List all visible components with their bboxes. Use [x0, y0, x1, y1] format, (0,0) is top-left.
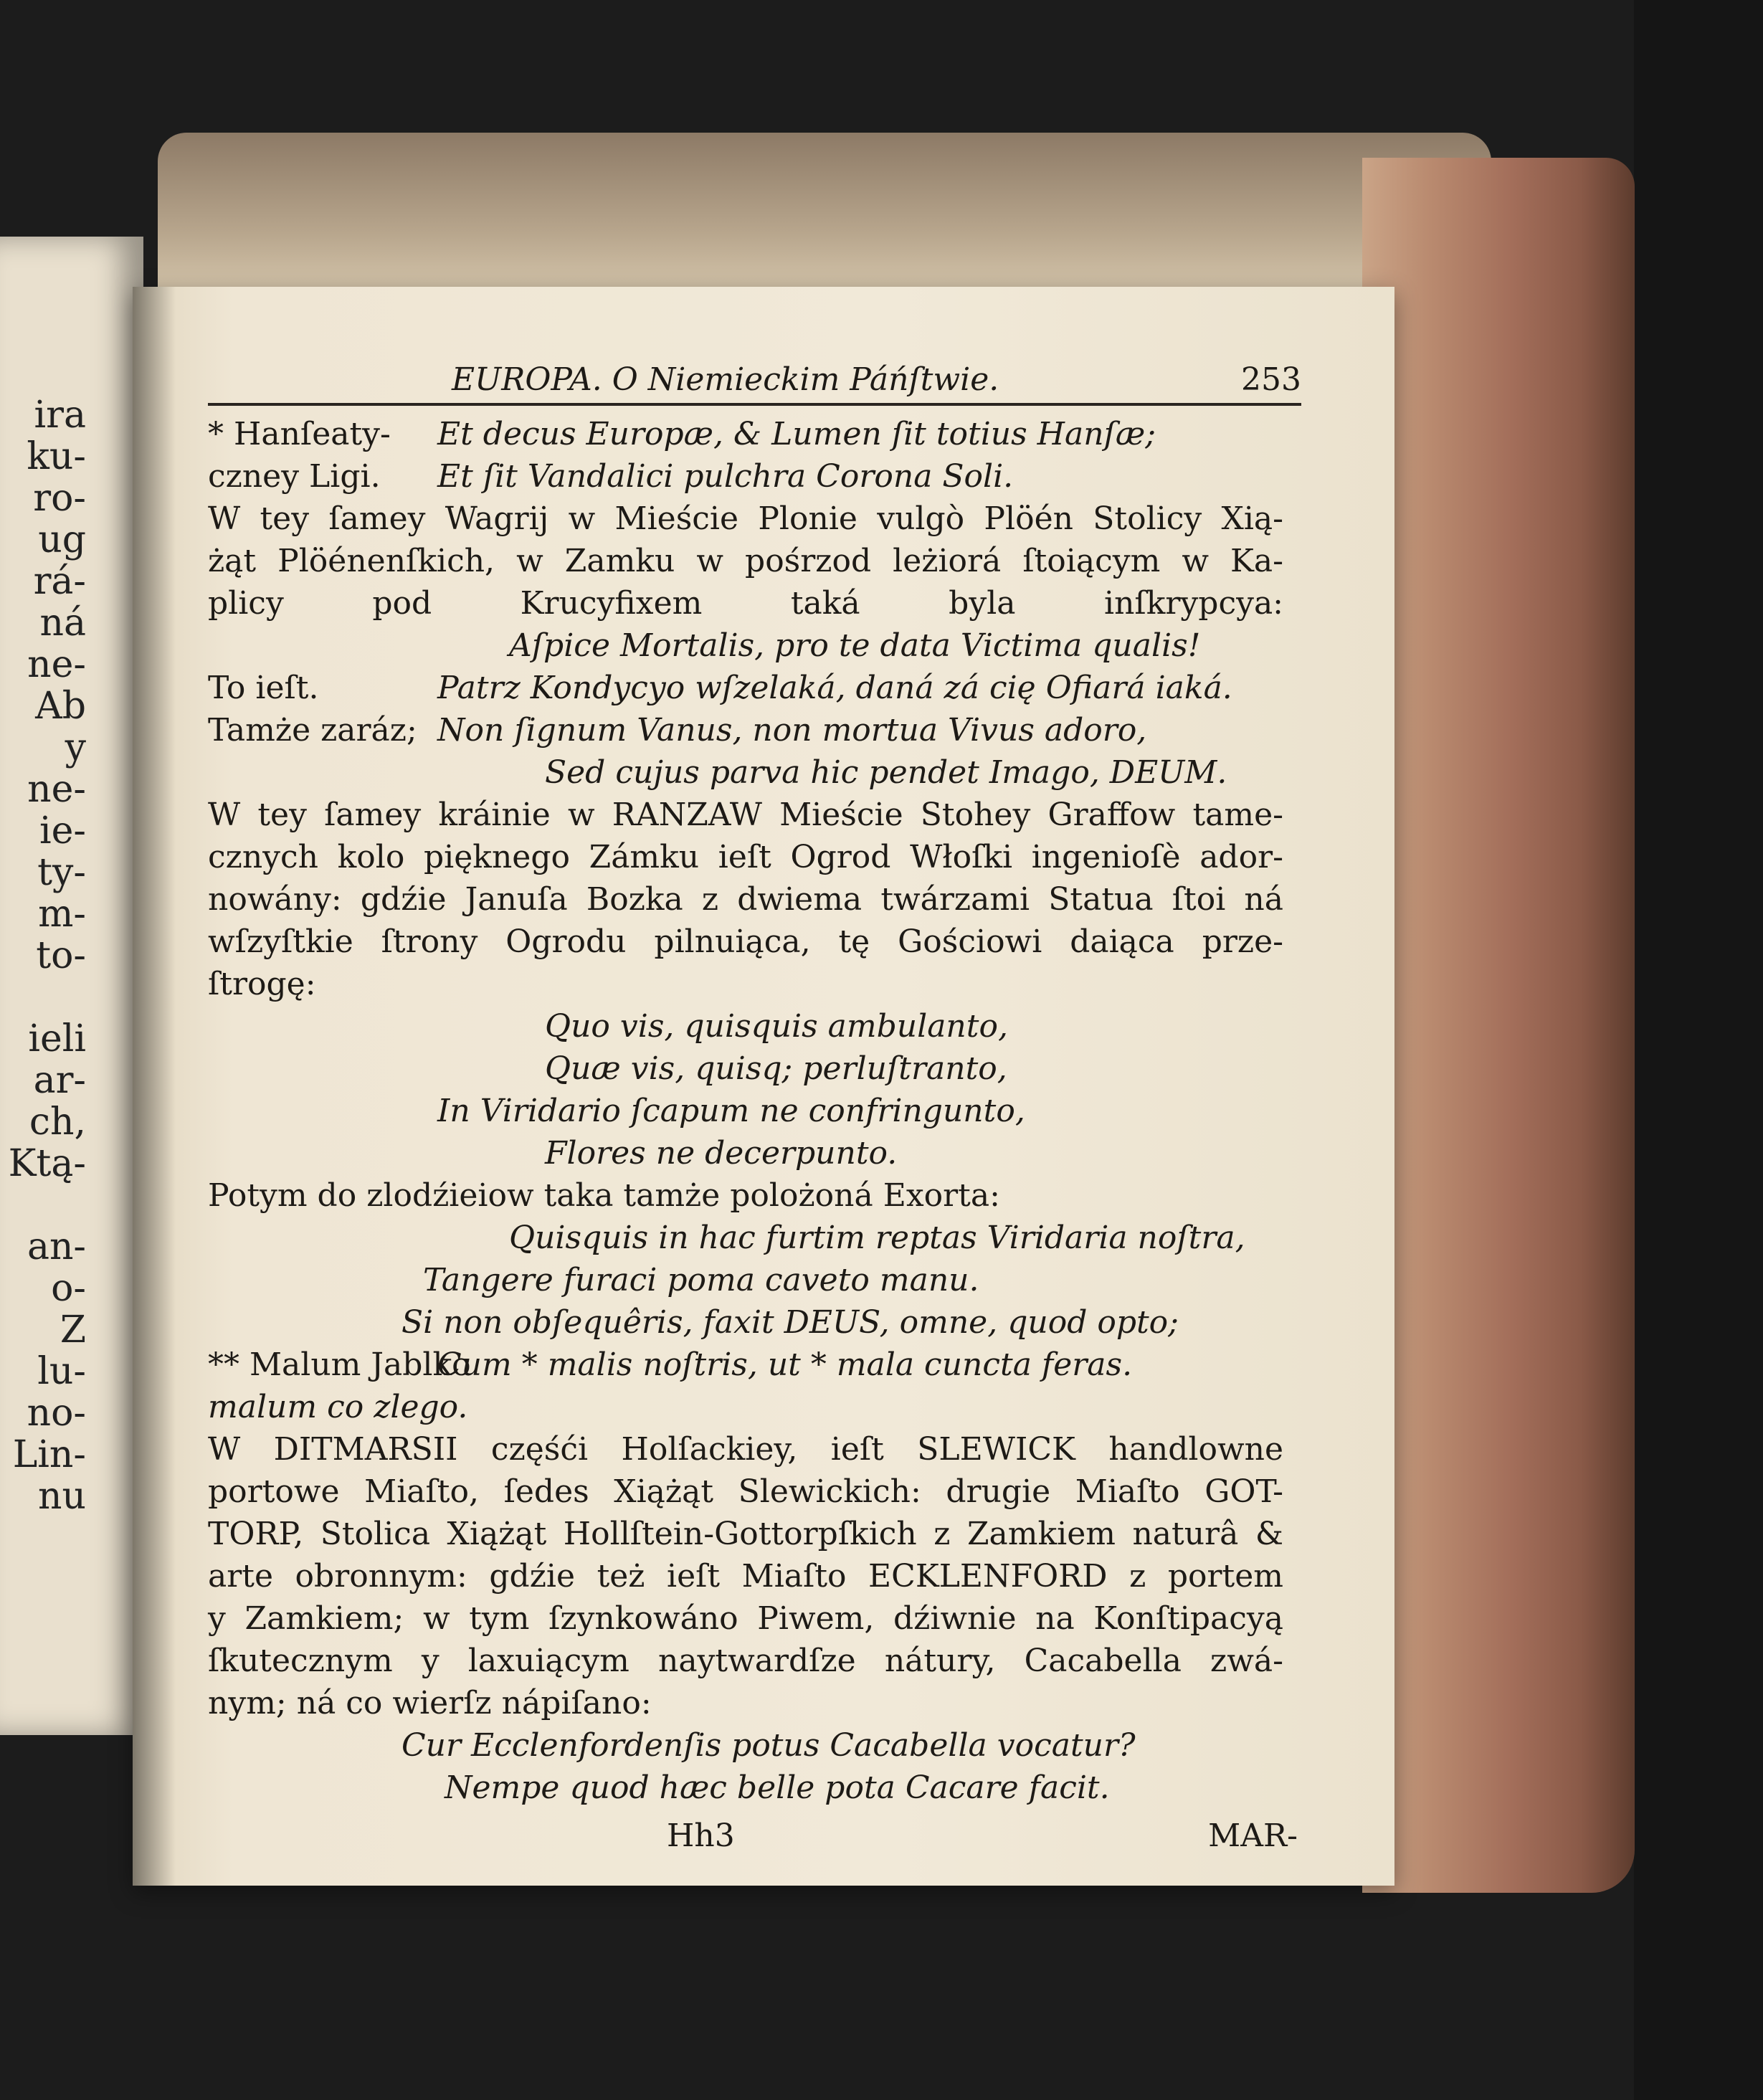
text-line [208, 1767, 1283, 1809]
left-page [0, 237, 143, 1735]
left-margin-fragment: Ktą- [8, 1142, 86, 1185]
text-line [208, 1259, 1283, 1301]
line-verse: Et decus Europæ, & Lumen ſit totius Hanſæ; [437, 416, 1156, 452]
prose-line: W tey ſamey Wagrij w Mieście Plonie vulgò Plöén Stolicy Xią- [208, 500, 1283, 537]
text-line [208, 540, 1283, 582]
page-content [208, 358, 1301, 1865]
text-body [208, 413, 1283, 1809]
verse-line: Tangere furaci poma caveto manu. [423, 1262, 979, 1298]
left-margin-fragment: ie- [39, 809, 86, 852]
gutter-shadow [133, 287, 176, 1886]
catchword: MAR- [1208, 1818, 1298, 1854]
text-line [208, 1640, 1283, 1682]
left-margin-fragment: Lin- [12, 1433, 86, 1476]
left-margin-fragment [0, 1184, 86, 1226]
text-line [208, 1047, 1283, 1090]
verse-line: Aſpice Mortalis, pro te data Victima qualis! [509, 627, 1201, 664]
verse-line: Cur Ecclenfordenſis potus Cacabella vocatur? [401, 1727, 1136, 1764]
verse-line: Si non obſequêris, faxit DEUS, omne, quod opto; [401, 1304, 1179, 1341]
line-lead: Tamże zaráz; [208, 712, 417, 749]
line-verse: Et ſit Vandalici pulchra Corona Soli. [437, 458, 1014, 495]
prose-line: wſzyſtkie ſtrony Ogrodu pilnuiąca, tę Gościowi daiąca prze- [208, 923, 1283, 960]
text-line [208, 1301, 1283, 1344]
page-number: 253 [1241, 361, 1301, 398]
text-line [208, 963, 1283, 1005]
text-line [208, 1513, 1283, 1555]
text-line [208, 1344, 1283, 1386]
book-top-edge [158, 133, 1491, 298]
text-line [208, 794, 1283, 836]
prose-line: ſtrogę: [208, 966, 316, 1002]
verse-line: In Viridario ſcapum ne confringunto, [437, 1093, 1025, 1129]
running-title: EUROPA. O Niemieckim Páńſtwie. [452, 361, 999, 398]
header-rule [208, 403, 1301, 406]
prose-line: malum co zlego. [208, 1389, 468, 1425]
text-line [208, 413, 1283, 455]
left-margin-fragment: ira [34, 394, 86, 437]
left-margin-fragment: rá- [33, 560, 86, 603]
prose-line: nowány: gdźie Januſa Bozka z dwiema twárzami Statua ſtoi ná [208, 881, 1283, 918]
text-line [208, 624, 1283, 667]
left-margin-fragment: to- [36, 934, 86, 977]
background-right [1634, 0, 1763, 2100]
page-footer [208, 1815, 1298, 1865]
signature-mark: Hh3 [667, 1818, 735, 1854]
left-margin-fragment: an- [27, 1225, 86, 1268]
prose-line: ſkutecznym y laxuiącym naytwardſze nátury, Cacabella zwá- [208, 1643, 1283, 1679]
line-verse: Non ſignum Vanus, non mortua Vivus adoro, [437, 712, 1147, 749]
prose-line: nym; ná co wierſz nápiſano: [208, 1685, 652, 1721]
text-line [208, 921, 1283, 963]
text-line [208, 836, 1283, 878]
text-line [208, 1428, 1283, 1471]
verse-line: Nempe quod hæc belle pota Cacare facit. [445, 1769, 1110, 1806]
text-line [208, 498, 1283, 540]
text-line [208, 1682, 1283, 1724]
left-margin-fragment: o- [51, 1267, 86, 1310]
line-lead: ** Malum Jablko [208, 1346, 471, 1383]
text-line [208, 1471, 1283, 1513]
prose-line: W tey ſamey kráinie w RANZAW Mieście Stohey Graffow tame- [208, 797, 1283, 833]
left-margin-fragment: ne- [27, 643, 86, 686]
verse-line: Quisquis in hac furtim reptas Viridaria noſtra, [509, 1220, 1245, 1256]
prose-line: arte obronnym: gdźie też ieſt Miaſto ECKLENFORD z portem [208, 1558, 1283, 1595]
verse-line: Quo vis, quisquis ambulanto, [545, 1008, 1008, 1045]
line-lead: czney Ligi. [208, 458, 381, 495]
left-margin-fragment: no- [27, 1392, 86, 1435]
prose-line: portowe Miaſto, ſedes Xiążąt Slewickich: drugie Miaſto GOT- [208, 1473, 1283, 1510]
left-margin-fragment: Z [60, 1308, 86, 1351]
text-line [208, 878, 1283, 921]
text-line [208, 1132, 1283, 1174]
book-fore-edge [1362, 158, 1635, 1893]
text-line [208, 1724, 1283, 1767]
verse-line: Flores ne decerpunto. [545, 1135, 898, 1172]
verse-line: Sed cujus parva hic pendet Imago, DEUM. [545, 754, 1227, 791]
text-line [208, 1386, 1283, 1428]
text-line [208, 1090, 1283, 1132]
text-line [208, 582, 1283, 624]
line-lead: To ieſt. [208, 670, 319, 706]
left-margin-fragment: ch, [29, 1101, 86, 1144]
text-line [208, 1174, 1283, 1217]
left-margin-fragment: ná [39, 602, 86, 645]
prose-line: TORP, Stolica Xiążąt Hollſtein-Gottorpſkich z Zamkiem naturâ & [208, 1516, 1283, 1552]
text-line [208, 1217, 1283, 1259]
line-verse: Patrz Kondycyo wſzelaká, daná zá cię Ofiará iaká. [437, 670, 1232, 706]
prose-line: W DITMARSII częśći Holſackiey, ieſt SLEWICK handlowne [208, 1431, 1283, 1468]
prose-line: Potym do zlodźieiow taka tamże polożoná Exorta: [208, 1177, 1000, 1214]
left-margin-fragment: ku- [27, 435, 86, 478]
left-margin-fragment: Ab [35, 685, 86, 728]
left-page-margin-text [0, 394, 86, 1517]
prose-line: cznych kolo pięknego Zámku ieſt Ogrod Włoſki ingenioſè ador- [208, 839, 1283, 875]
left-margin-fragment: ro- [33, 477, 86, 520]
line-lead: * Hanſeaty- [208, 416, 391, 452]
text-line [208, 1555, 1283, 1597]
text-line [208, 709, 1283, 751]
text-line [208, 667, 1283, 709]
left-margin-fragment: ar- [33, 1059, 86, 1102]
prose-line: y Zamkiem; w tym ſzynkowáno Piwem, dźiwnie na Konſtipacyą [208, 1600, 1283, 1637]
verse-line: Quæ vis, quisq; perluſtranto, [545, 1050, 1007, 1087]
running-header [208, 358, 1301, 403]
left-margin-fragment: ug [38, 518, 86, 561]
prose-line: żąt Plöénenſkich, w Zamku w pośrzod leżiorá ſtoiącym w Ka- [208, 543, 1283, 579]
line-verse: Cum * malis noſtris, ut * mala cuncta feras. [437, 1346, 1133, 1383]
left-margin-fragment [0, 977, 86, 1018]
text-line [208, 1005, 1283, 1047]
prose-line: plicy pod Krucyfixem taká byla inſkrypcya: [208, 585, 1283, 622]
text-line [208, 1597, 1283, 1640]
text-line [208, 751, 1283, 794]
text-line [208, 455, 1283, 498]
left-margin-fragment: ty- [37, 851, 86, 894]
left-margin-fragment: ieli [28, 1017, 86, 1060]
left-margin-fragment: m- [38, 893, 86, 936]
left-margin-fragment: ne- [27, 768, 86, 811]
left-margin-fragment: lu- [37, 1350, 86, 1393]
left-margin-fragment: nu [38, 1475, 86, 1517]
left-margin-fragment: y [65, 726, 86, 769]
